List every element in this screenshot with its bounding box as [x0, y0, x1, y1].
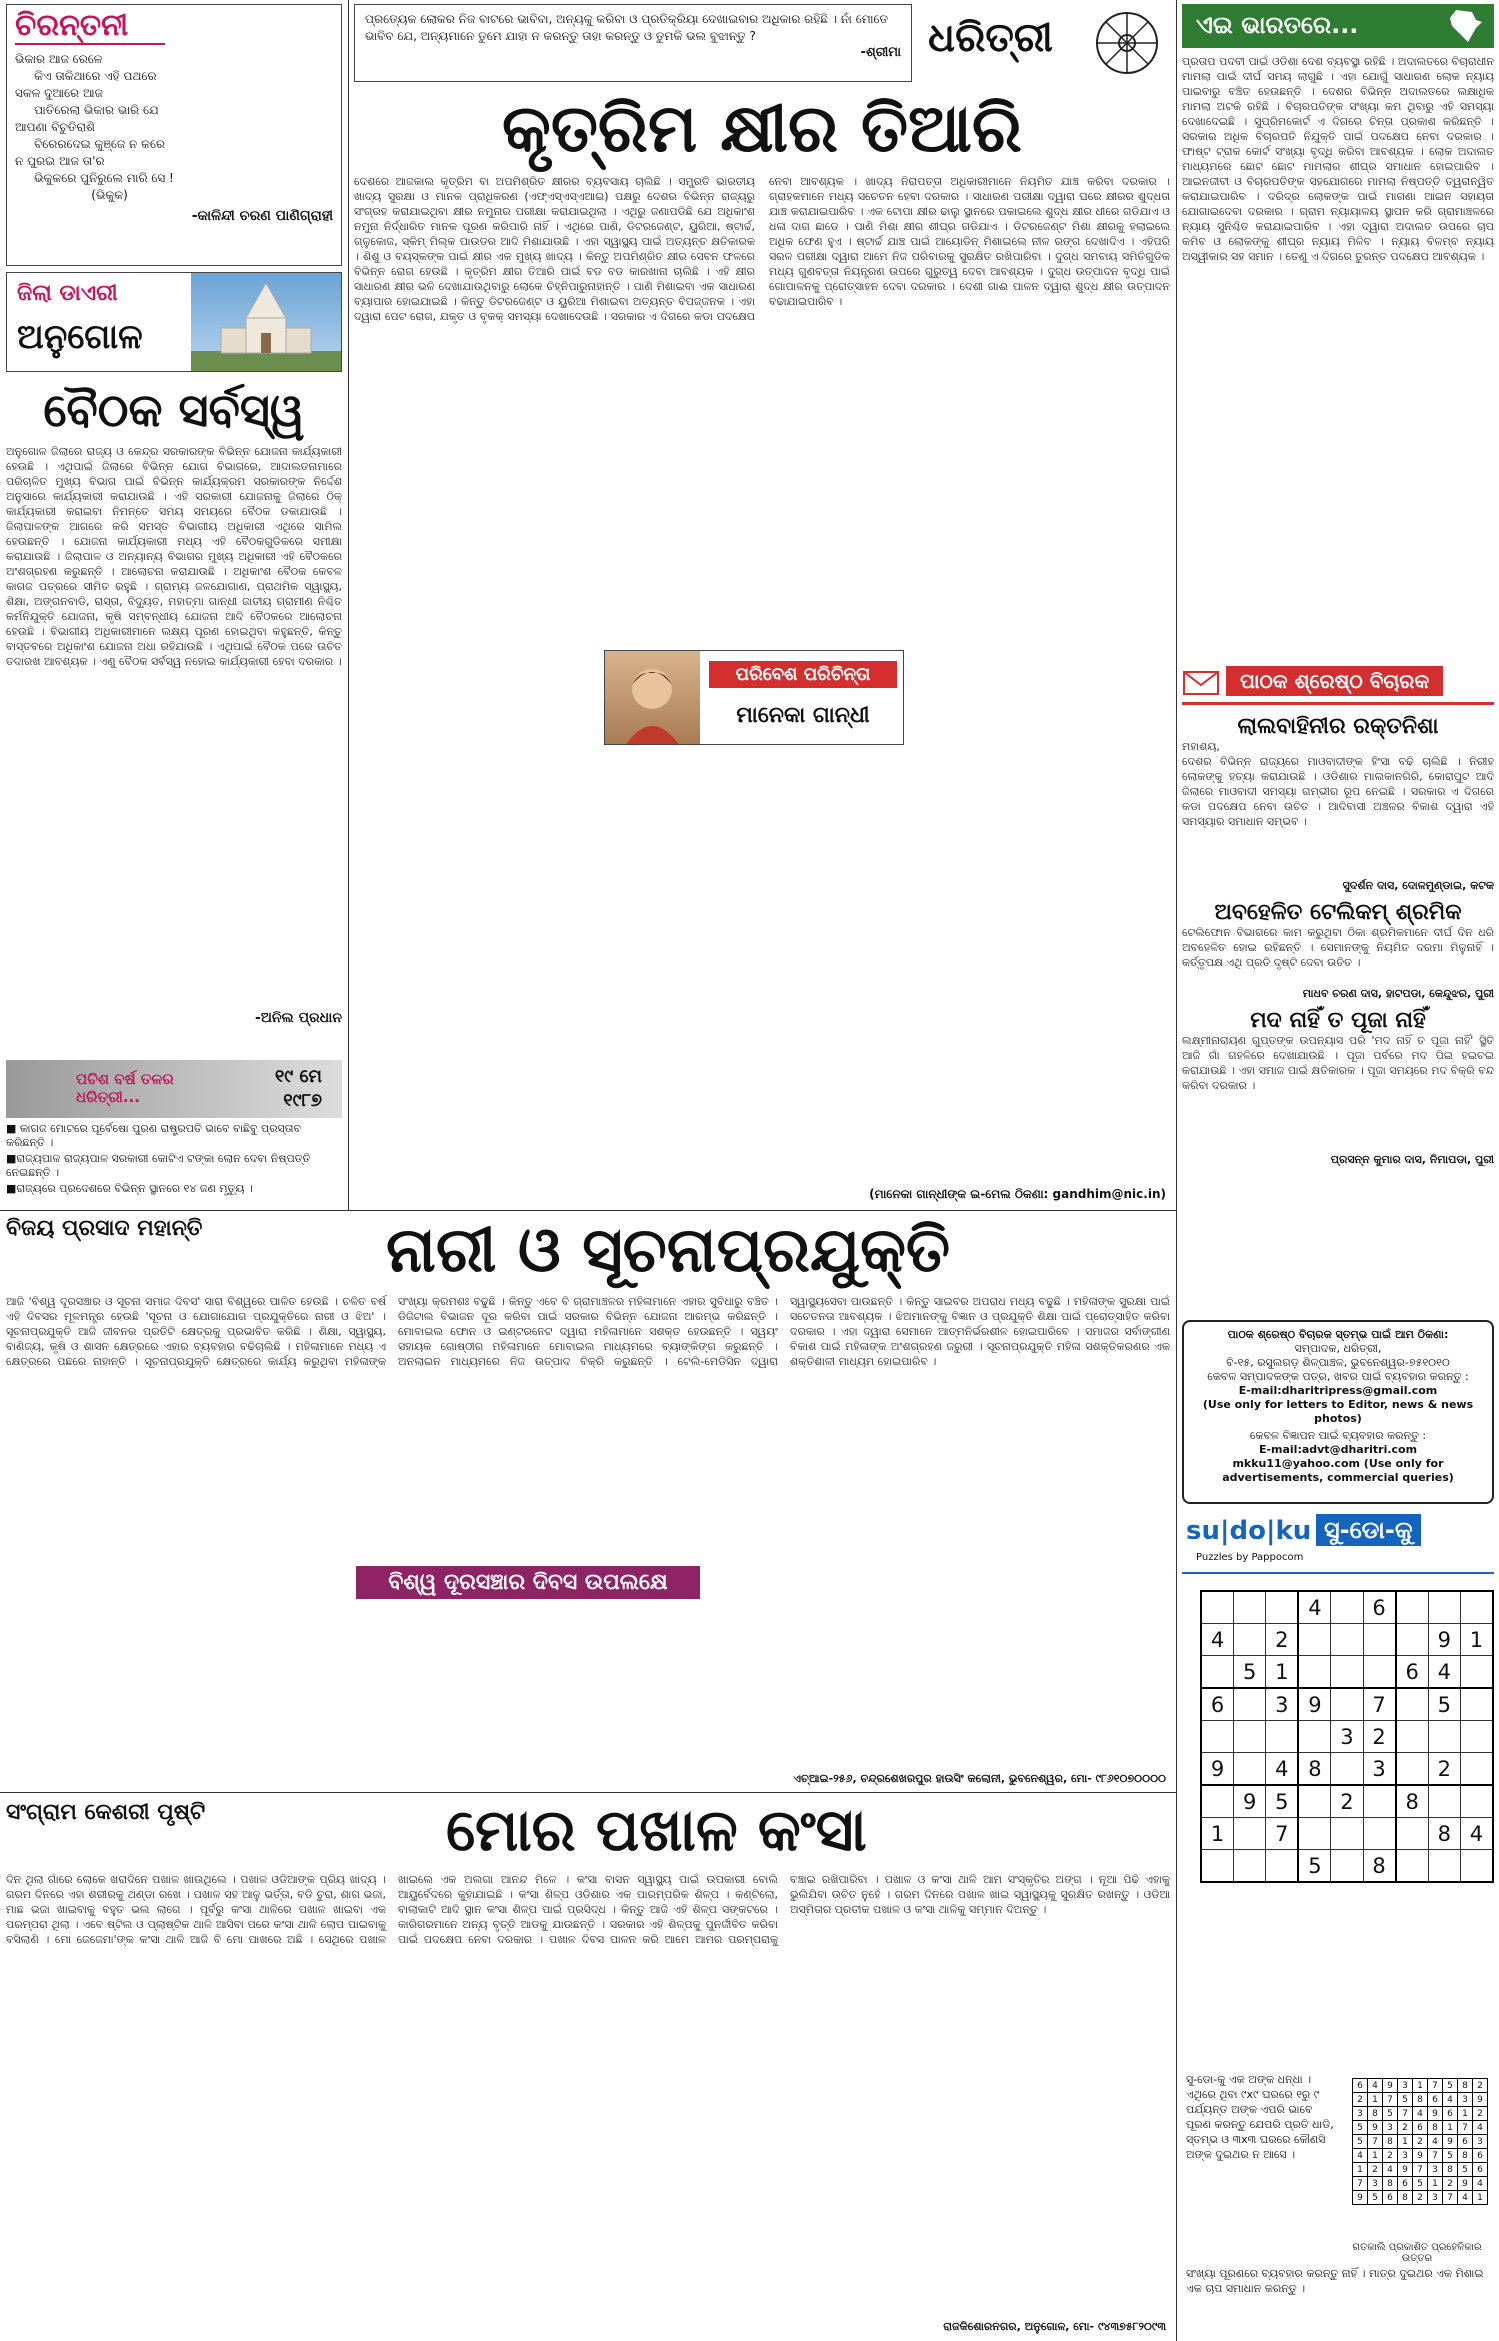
parivesh-box	[604, 650, 904, 745]
answer-cell: 1	[1353, 2163, 1368, 2177]
sudoku-header	[1182, 1512, 1494, 1574]
answer-cell: 4	[1458, 2191, 1473, 2205]
pathaka-banner	[1182, 664, 1494, 705]
sudoku-cell: 2	[1363, 1721, 1396, 1753]
pachisha-title: ପଚିଶ ବର୍ଷ ତଳର ଧରିତ୍ରୀ...	[76, 1070, 174, 1106]
answer-cell: 2	[1413, 2135, 1428, 2149]
sudoku-cell: 4	[1266, 1753, 1299, 1786]
pathaka-box	[1182, 664, 1494, 1316]
answer-cell: 1	[1428, 2177, 1443, 2191]
sudoku-cell[interactable]	[1201, 1721, 1234, 1753]
sudoku-cell: 5	[1428, 1688, 1460, 1721]
sudoku-cell[interactable]	[1298, 1785, 1331, 1818]
answer-cell: 5	[1368, 2191, 1383, 2205]
sudoku-cell[interactable]	[1331, 1688, 1363, 1721]
sudoku-cell[interactable]	[1234, 1753, 1266, 1786]
answer-row	[1353, 2079, 1488, 2093]
sudoku-cell: 3	[1331, 1721, 1363, 1753]
sudoku-cell: 9	[1298, 1688, 1331, 1721]
sudoku-cell[interactable]	[1460, 1656, 1493, 1689]
kritrima-article	[354, 88, 1170, 1206]
answer-cell: 8	[1428, 2121, 1443, 2135]
answer-cell: 8	[1383, 2177, 1398, 2191]
bharat-box	[1182, 4, 1494, 658]
answer-cell: 7	[1443, 2191, 1458, 2205]
sudoku-logo-or: ସୁ-ଡୋ-କୁ	[1316, 1514, 1421, 1546]
answer-cell: 6	[1473, 2163, 1488, 2177]
chirantani-title: ଚିରନ୍ତନୀ	[15, 9, 165, 45]
sudoku-cell[interactable]	[1396, 1850, 1429, 1883]
baithak-article	[6, 382, 342, 1054]
sudoku-cell[interactable]	[1363, 1656, 1396, 1689]
sudoku-row	[1201, 1624, 1493, 1656]
answer-cell: 3	[1368, 2177, 1383, 2191]
answer-cell: 6	[1443, 2107, 1458, 2121]
temple-photo	[191, 273, 341, 372]
masthead	[918, 4, 1170, 82]
parivesh-label: ପରିବେଶ ପରିଚିନ୍ତା	[709, 661, 897, 688]
answer-cell: 5	[1353, 2135, 1368, 2149]
sudoku-cell[interactable]	[1298, 1656, 1331, 1689]
answer-cell: 5	[1443, 2079, 1458, 2093]
sudoku-cell[interactable]	[1396, 1818, 1429, 1850]
sudoku-grid[interactable]	[1200, 1590, 1494, 1883]
answer-cell: 9	[1428, 2107, 1443, 2121]
kritrima-email: (ମାନେକା ଗାନ୍ଧୀଙ୍କ ଇ-ମେଲ ଠିକଣା: gandhim@nic.in)	[869, 1187, 1166, 1201]
sudoku-row	[1201, 1785, 1493, 1818]
sudoku-cell: 4	[1428, 1656, 1460, 1689]
column-rule	[1176, 0, 1177, 2341]
sudoku-cell[interactable]	[1234, 1624, 1266, 1656]
answer-cell: 4	[1443, 2093, 1458, 2107]
chirantani-author: -କାଳିନ୍ଦୀ ଚରଣ ପାଣିଗ୍ରାହୀ	[191, 208, 333, 224]
sudoku-cell[interactable]	[1298, 1721, 1331, 1753]
sangram-author: ସଂଗ୍ରାମ କେଶରୀ ପୃଷ୍ଟି	[6, 1800, 206, 1825]
answer-cell: 2	[1383, 2149, 1398, 2163]
sudoku-footer: ସଂଖ୍ୟା ପୂରଣରେ ବ୍ୟବହାର କରନ୍ତୁ ନାହିଁ । ମାତ୍ର ଦୁଇଥର ଏକ ମିଶାଇ ଏକ ଚାପ ସମାଧାନ କରନ୍ତୁ ।	[1186, 2267, 1484, 2295]
answer-cell: 8	[1413, 2093, 1428, 2107]
sudoku-logo-en: su|do|ku	[1186, 1516, 1312, 1546]
chirantani-poem: ଭିକାର ଆଜ ରେଳେ କିଏ ତାକିଥାରେ ଏହି ପଥରେ ସକଳ ଦୁଆରେ ଆଜ ପାତିରେଲା ଭିକାର ଭାରି ଯେ ଆପଣା ବିଚୁତିରାଶି ବିରେରଦେଇ କୁଞ୍ଜେ ନ କରେ ନ ପୁରଇ ଆଜ ତା'ର ଭିକୁକରେ ପୁନିରୁଲେ ମାରି ସେ ! (ଭିକୁକ)	[15, 52, 174, 202]
sudoku-answer-grid	[1352, 2078, 1488, 2205]
answer-cell: 4	[1473, 2121, 1488, 2135]
answer-cell: 7	[1383, 2093, 1398, 2107]
answer-cell: 7	[1428, 2149, 1443, 2163]
sudoku-cell[interactable]	[1460, 1753, 1493, 1786]
answer-row	[1353, 2121, 1488, 2135]
sudoku-cell: 3	[1363, 1753, 1396, 1786]
answer-cell: 7	[1398, 2107, 1413, 2121]
answer-cell: 7	[1353, 2177, 1368, 2191]
sudoku-cell[interactable]	[1396, 1624, 1429, 1656]
answer-row	[1353, 2191, 1488, 2205]
pachisha-item: ■ରାଜ୍ୟରେ ପ୍ରଦେଶରେ ବିଭିନ୍ନ ସ୍ଥାନରେ ୧୪ ଜଣ ମୃତ୍ୟୁ ।	[6, 1182, 253, 1195]
address-note: (Use only for letters to Editor, news & news photos)	[1202, 1398, 1474, 1425]
letter2-sign: ମାଧବ ଚରଣ ଦାସ, ହାଟପଡା, କେନ୍ଦୁଝର, ପୁରୀ	[1302, 987, 1494, 1000]
letter3-title: ମଦ ନାହିଁ ତ ପୂଜା ନାହିଁ	[1250, 1007, 1426, 1033]
adv-email[interactable]: E-mail:advt@dharitri.com	[1258, 1443, 1418, 1456]
kritrima-body: ଦେଶରେ ଆଜକାଲ କୃତ୍ରିମ ବା ଅପମିଶ୍ରିତ କ୍ଷୀରର ବ୍ୟବସାୟ ଚାଲିଛି । ସମ୍ପ୍ରତି ଭାରତୀୟ ଖାଦ୍ୟ ସୁରକ୍ଷା ଓ ମାନକ ପ୍ରାଧିକରଣ (ଏଫ୍ଏସ୍ଏସ୍ଏଆଇ) ପକ୍ଷରୁ ଦେଶର ବିଭିନ୍ନ ରାଜ୍ୟରୁ ସଂଗ୍ରହ କରାଯାଇଥିବା କ୍ଷୀର ନମୁନାର ପରୀକ୍ଷା କରାଯାଇଥିଲା । ଏଥିରୁ ଜଣାପଡିଛି ଯେ ଅଧିକାଂଶ ନମୁନା ନିର୍ଦ୍ଧାରିତ ମାନକ ପୂରଣ କରିପାରି ନାହିଁ । ଏଥିରେ ପାଣି, ଡିଟରଜେଣ୍ଟ, ୟୁରିଆ, ଷ୍ଟାର୍ଚ୍ଚ, ଗ୍ଳୁକୋଜ, ସ୍କିମ୍ ମିଲ୍କ ପାଉଡର ଆଦି ମିଶାଯାଉଛି । ଏହା ସ୍ୱାସ୍ଥ୍ୟ ପାଇଁ ଅତ୍ୟନ୍ତ କ୍ଷତିକାରକ । ଶିଶୁ ଓ ବୟସ୍କଙ୍କ ପାଇଁ କ୍ଷୀର ଏକ ମୁଖ୍ୟ ଖାଦ୍ୟ । କିନ୍ତୁ ଅପମିଶ୍ରିତ କ୍ଷୀର ସେବନ ଫଳରେ ବିଭିନ୍ନ ରୋଗ ହେଉଛି । କୃତ୍ରିମ କ୍ଷୀର ତିଆରି ପାଇଁ ବଡ ବଡ କାରଖାନା ଚାଲିଛି । ଏହି କ୍ଷୀର ସାଧାରଣ କ୍ଷୀର ଭଳି ଦେଖାଯାଉଥିବାରୁ ଲୋକେ ଚିହ୍ନିପାରୁନାହାନ୍ତି । ପାଣି ମିଶାଇବା ଏକ ସାଧାରଣ ବ୍ୟାପାର ହୋଇଯାଇଛି । କିନ୍ତୁ ଡିଟରଜେଣ୍ଟ ଓ ୟୁରିଆ ମିଶାଇବା ଅତ୍ୟନ୍ତ ବିପଜ୍ଜନକ । ଏହା ଦ୍ୱାରା ପେଟ ରୋଗ, ଯକୃତ ଓ ବୃକକ୍ ସମସ୍ୟା ଦେଖାଦେଉଛି । ସରକାର ଏ ଦିଗରେ କଡା ପଦକ୍ଷେପ ନେବା ଆବଶ୍ୟକ । ଖାଦ୍ୟ ନିରାପତ୍ତା ଅଧିକାରୀମାନେ ନିୟମିତ ଯାଞ୍ଚ କରିବା ଦରକାର । ଗ୍ରାହକମାନେ ମଧ୍ୟ ସଚେତନ ହେବା ଦରକାର । ସାଧାରଣ ପରୀକ୍ଷା ଦ୍ୱାରା ଘରେ କ୍ଷୀରର ଶୁଦ୍ଧତା ଯାଞ୍ଚ କରାଯାଇପାରିବ । ଏକ ଟୋପା କ୍ଷୀର ଢାଲୁ ସ୍ଥାନରେ ପକାଇଲେ ଶୁଦ୍ଧ କ୍ଷୀର ଧୀରେ ଗଡିଯାଏ ଓ ଧଳା ଦାଗ ଛାଡେ । ପାଣି ମିଶା କ୍ଷୀର ଶୀଘ୍ର ଗଡିଯାଏ । ଡିଟରଜେଣ୍ଟ ମିଶା କ୍ଷୀରକୁ ହଲାଇଲେ ଅଧିକ ଫେଣ ହୁଏ । ଷ୍ଟାର୍ଚ୍ଚ ଯାଞ୍ଚ ପାଇଁ ଆୟୋଡିନ୍ ମିଶାଇଲେ ନୀଳ ରଙ୍ଗ ଦେଖାଦିଏ । ଏହିପରି ସରଳ ପରୀକ୍ଷା ଦ୍ୱାରା ଆମେ ନିଜ ପରିବାରକୁ ସୁରକ୍ଷିତ ରଖିପାରିବା । ଦୁଗ୍ଧ ସମବାୟ ସମିତିଗୁଡିକ ମଧ୍ୟ ଗୁଣବତ୍ତା ନିୟନ୍ତ୍ରଣ ଉପରେ ଗୁରୁତ୍ୱ ଦେବା ଆବଶ୍ୟକ । ଦୁଗ୍ଧ ଉତ୍ପାଦନ ବୃଦ୍ଧି ପାଇଁ ଗୋପାଳନକୁ ପ୍ରୋତ୍ସାହନ ଦେବା ଦରକାର । ଦେଶୀ ଗାଈ ପାଳନ ଦ୍ୱାରା ଶୁଦ୍ଧ କ୍ଷୀର ଉତ୍ପାଦନ ବଢାଯାଇପାରିବ ।	[354, 175, 1170, 323]
sudoku-cell[interactable]	[1363, 1818, 1396, 1850]
sudoku-cell: 5	[1266, 1785, 1299, 1818]
nari-subhead: ବିଶ୍ୱ ଦୂରସଞ୍ଚାର ଦିବସ ଉପଲକ୍ଷେ	[356, 1566, 700, 1599]
sudoku-row	[1201, 1753, 1493, 1786]
sudoku-row	[1201, 1591, 1493, 1624]
sudoku-cell[interactable]	[1331, 1850, 1363, 1883]
adv-label: କେବଳ ବିଜ୍ଞାପନ ପାଇଁ ବ୍ୟବହାର କରନ୍ତୁ :	[1249, 1429, 1427, 1442]
pakhala-address: ରାଜକିଶୋରନଗର, ଅନୁଗୋଳ, ମୋ- ୯୪୩୭୫୮୨୦୯୩	[943, 2320, 1166, 2333]
sudoku-cell[interactable]	[1396, 1721, 1429, 1753]
sudoku-cell[interactable]	[1201, 1785, 1234, 1818]
baithak-byline: -ଅନିଲ ପ୍ରଧାନ	[255, 1010, 342, 1026]
answer-cell: 7	[1413, 2163, 1428, 2177]
pachisha-item: ■ରାଜ୍ୟପାଳ ରାଜ୍ୟପାଳ ସରକାରୀ କୋଟିଏ ଟଙ୍କା ଲୋନ ଦେବା ନିଷ୍ପତ୍ତି ନେଇଛନ୍ତି ।	[6, 1152, 311, 1179]
answer-cell: 1	[1443, 2121, 1458, 2135]
answer-cell: 9	[1458, 2177, 1473, 2191]
sudoku-cell[interactable]	[1428, 1785, 1460, 1818]
bharat-body: ପ୍ରତାପ ପଦବୀ ପାଇଁ ଓଡିଶା ଦେଶ ବ୍ୟବସ୍ଥା ରହିଛି । ଅଦାଲତରେ ବିଚାରାଧୀନ ମାମଲା ପାଇଁ ଦୀର୍ଘ ସମୟ ଲାଗୁଛି । ଏହା ଯୋଗୁଁ ସାଧାରଣ ଲୋକ ନ୍ୟାୟ ପାଇବାରୁ ବଞ୍ଚିତ ହେଉଛନ୍ତି । ଦେଶର ବିଭିନ୍ନ ଅଦାଲତରେ ଲକ୍ଷାଧିକ ମାମଲା ଅଟକି ରହିଛି । ବିଚାରପତିଙ୍କ ସଂଖ୍ୟା କମ ଥିବାରୁ ଏହି ସମସ୍ୟା ଦେଖାଦେଇଛି । ସୁପ୍ରିମକୋର୍ଟ ଏ ଦିଗରେ ଚିନ୍ତା ପ୍ରକାଶ କରିଛନ୍ତି । ସରକାର ଅଧିକ ବିଚାରପତି ନିଯୁକ୍ତି ପାଇଁ ପଦକ୍ଷେପ ନେବା ଦରକାର । ଫାଷ୍ଟ ଟ୍ରାକ କୋର୍ଟ ସଂଖ୍ୟା ବୃଦ୍ଧି କରିବା ଆବଶ୍ୟକ । ଲୋକ ଅଦାଲତ ମାଧ୍ୟମରେ ଛୋଟ ଛୋଟ ମାମଲାର ଶୀଘ୍ର ସମାଧାନ ହୋଇପାରିବ । ଆଇନଜୀବୀ ଓ ବିଚାରପତିଙ୍କ ସହଯୋଗରେ ମାମଲା ନିଷ୍ପତ୍ତି ତ୍ୱରାନ୍ୱିତ କରାଯାଇପାରିବ । ଦରିଦ୍ର ଲୋକଙ୍କ ପାଇଁ ମାଗଣା ଆଇନ ସହାୟତା ଯୋଗାଇଦେବା ଦରକାର । ଗ୍ରାମ ନ୍ୟାୟାଳୟ ସ୍ଥାପନ କରି ଗ୍ରାମାଞ୍ଚଳରେ ନ୍ୟାୟ ସୁନିଶ୍ଚିତ କରାଯାଇପାରିବ । ଏହା ଦ୍ୱାରା ଅଦାଲତ ଉପରେ ଚାପ କମିବ ଓ ଲୋକଙ୍କୁ ଶୀଘ୍ର ନ୍ୟାୟ ମିଳିବ । ନ୍ୟାୟ ବିଳମ୍ବ ନ୍ୟାୟ ଅସ୍ୱୀକାର ସହ ସମାନ । ତେଣୁ ଏ ଦିଗରେ ତୁରନ୍ତ ପଦକ୍ଷେପ ଆବଶ୍ୟକ ।	[1182, 55, 1494, 263]
nari-address: ଏଚ୍ଆଇ-୨୫୬, ଚନ୍ଦ୍ରଶେଖରପୁର ହାଉସିଂ କଲୋନୀ, ଭୁବନେଶ୍ୱର, ମୋ- ୯୮୬୧୦୭୦୦୦୦	[793, 1772, 1166, 1785]
nari-article	[6, 1214, 1170, 1788]
answer-cell: 4	[1473, 2177, 1488, 2191]
address-email-label: କେବଳ ସମ୍ପାଦକଙ୍କ ପତ୍ର, ଖବର ପାଇଁ ବ୍ୟବହାର କରନ୍ତୁ :	[1207, 1370, 1469, 1383]
sudoku-cell[interactable]	[1428, 1721, 1460, 1753]
answer-cell: 3	[1398, 2079, 1413, 2093]
pachisha-banner	[6, 1060, 342, 1118]
sudoku-cell: 7	[1363, 1688, 1396, 1721]
pachisha-date-day: ୧୯ ମେ	[274, 1066, 322, 1087]
answer-cell: 2	[1473, 2107, 1488, 2121]
answer-cell: 9	[1413, 2149, 1428, 2163]
bharat-title: ଏଇ ଭାରତରେ...	[1196, 11, 1359, 39]
answer-cell: 4	[1353, 2149, 1368, 2163]
letter3-body: ଲକ୍ଷ୍ମୀନାରାୟଣ ଗୁପ୍ତଙ୍କ ଉପନ୍ୟାସ ପରି 'ମଦ ନାହିଁ ତ ପୂଜା ନାହିଁ' ସ୍ଥିତି ଆଜି ଗାଁ ଗହଳିରେ ଦେଖାଯାଉଛି । ପୂଜା ପର୍ବରେ ମଦ ପିଇ ହଇଚଇ କରାଯାଉଛି । ଏହା ସମାଜ ପାଇଁ କ୍ଷତିକାରକ । ପୂଜା ସମୟରେ ମଦ ବିକ୍ରି ବନ୍ଦ କରିବା ଦରକାର ।	[1182, 1034, 1494, 1092]
nari-body: ଆଜି 'ବିଶ୍ୱ ଦୂରସଞ୍ଚାର ଓ ସୂଚନା ସମାଜ ଦିବସ' ସାରା ବିଶ୍ୱରେ ପାଳିତ ହେଉଛି । ଚଳିତ ବର୍ଷ ଏହି ଦିବସର ମୂଳମନ୍ତ୍ର ହେଉଛି 'ସୂଚନା ଓ ଯୋଗାଯୋଗ ପ୍ରଯୁକ୍ତିରେ ନାରୀ ଓ ଝିଅ' । ସୂଚନାପ୍ରଯୁକ୍ତି ଆଜି ଜୀବନର ପ୍ରତିଟି କ୍ଷେତ୍ରକୁ ପ୍ରଭାବିତ କରିଛି । ଶିକ୍ଷା, ସ୍ୱାସ୍ଥ୍ୟ, ବାଣିଜ୍ୟ, କୃଷି ଓ ଶାସନ କ୍ଷେତ୍ରରେ ଏହାର ବ୍ୟବହାର ବଢିଚାଲିଛି । ମହିଳାମାନେ ମଧ୍ୟ ଏ କ୍ଷେତ୍ରରେ ପଛରେ ନାହାନ୍ତି । ସୂଚନାପ୍ରଯୁକ୍ତି କ୍ଷେତ୍ରରେ କାର୍ଯ୍ୟ କରୁଥିବା ମହିଳାଙ୍କ ସଂଖ୍ୟା କ୍ରମଶଃ ବଢୁଛି । କିନ୍ତୁ ଏବେ ବି ଗ୍ରାମାଞ୍ଚଳର ମହିଳାମାନେ ଏହାର ସୁବିଧାରୁ ବଞ୍ଚିତ । ଡିଜିଟାଲ ବିଭାଜନ ଦୂର କରିବା ପାଇଁ ସରକାର ବିଭିନ୍ନ ଯୋଜନା ଆରମ୍ଭ କରିଛନ୍ତି । ମୋବାଇଲ ଫୋନ ଓ ଇଣ୍ଟରନେଟ ଦ୍ୱାରା ମହିଳାମାନେ ସଶକ୍ତ ହେଉଛନ୍ତି । ସ୍ୱୟଂ ସହାୟକ ଗୋଷ୍ଠୀର ମହିଳାମାନେ ମୋବାଇଲ ମାଧ୍ୟମରେ ବ୍ୟାଙ୍କିଙ୍ଗ କରୁଛନ୍ତି । ଅନଲାଇନ ମାଧ୍ୟମରେ ନିଜ ଉତ୍ପାଦ ବିକ୍ରି କରୁଛନ୍ତି । ଟେଲି-ମେଡିସିନ ଦ୍ୱାରା ସ୍ୱାସ୍ଥ୍ୟସେବା ପାଉଛନ୍ତି । କିନ୍ତୁ ସାଇବର ଅପରାଧ ମଧ୍ୟ ବଢୁଛି । ମହିଳାଙ୍କ ସୁରକ୍ଷା ପାଇଁ ସଚେତନତା ଆବଶ୍ୟକ । ଝିଅମାନଙ୍କୁ ବିଜ୍ଞାନ ଓ ପ୍ରଯୁକ୍ତି ଶିକ୍ଷା ପାଇଁ ପ୍ରୋତ୍ସାହିତ କରିବା ଦରକାର । ଏହା ଦ୍ୱାରା ସେମାନେ ଆତ୍ମନିର୍ଭରଶୀଳ ହୋଇପାରିବେ । ସମାଜର ସର୍ବାଙ୍ଗୀଣ ବିକାଶ ପାଇଁ ମହିଳାଙ୍କ ଅଂଶଗ୍ରହଣ ଜରୁରୀ । ସୂଚନାପ୍ରଯୁକ୍ତି ମହିଳା ସଶକ୍ତିକରଣର ଏକ ଶକ୍ତିଶାଳୀ ମାଧ୍ୟମ ହୋଇପାରିବ ।	[6, 1295, 1170, 1368]
sudoku-cell[interactable]	[1298, 1818, 1331, 1850]
bharat-banner	[1182, 4, 1494, 48]
answer-cell: 8	[1458, 2079, 1473, 2093]
sudoku-cell[interactable]	[1428, 1591, 1460, 1624]
answer-row	[1353, 2149, 1488, 2163]
quote-text: ପ୍ରତ୍ୟେକ ଲୋକର ନିଜ ବାଟରେ ଭାବିବା, ଅନ୍ୟକୁ କରିବା ଓ ପ୍ରତିକ୍ରିୟା ଦେଖାଇବାର ଅଧିକାର ରହିଛି । ନାଁ ମୋତେ ଭାବିବ ଯେ, ଅନ୍ୟମାନେ ତୁମେ ଯାହା ନ କରନ୍ତୁ ତାହା କରନ୍ତୁ ଓ ତୁମକି ଭଲ ବୁଝାନ୍ତୁ ?	[365, 12, 889, 43]
pachisha-box	[6, 1060, 342, 1204]
address-lines: ସମ୍ପାଦକ, ଧରିତ୍ରୀ, ବି-୧୫, ରସୁଲଗଡ଼ ଶିଳ୍ପାଞ୍ଚଳ, ଭୁବନେଶ୍ୱର-୭୫୧୦୧୦	[1226, 1342, 1450, 1369]
section-rule	[0, 1792, 1176, 1793]
sudoku-cell[interactable]	[1363, 1624, 1396, 1656]
answer-cell: 1	[1473, 2191, 1488, 2205]
temple-illustration	[191, 273, 341, 372]
answer-cell: 7	[1368, 2135, 1383, 2149]
section-rule	[0, 1210, 1176, 1211]
sudoku-cell: 2	[1428, 1753, 1460, 1786]
answer-row	[1353, 2135, 1488, 2149]
answer-cell: 7	[1428, 2079, 1443, 2093]
sudoku-cell[interactable]	[1331, 1753, 1363, 1786]
author-portrait	[605, 651, 700, 745]
answer-cell: 2	[1473, 2079, 1488, 2093]
sudoku-cell: 8	[1396, 1785, 1429, 1818]
sudoku-row	[1201, 1818, 1493, 1850]
sudoku-cell: 7	[1266, 1818, 1299, 1850]
pakhala-article	[6, 1796, 1170, 2336]
sudoku-cell[interactable]	[1331, 1656, 1363, 1689]
answer-cell: 9	[1353, 2191, 1368, 2205]
sudoku-cell: 3	[1266, 1688, 1299, 1721]
sudoku-cell[interactable]	[1331, 1591, 1363, 1624]
answer-cell: 5	[1383, 2107, 1398, 2121]
sudoku-cell[interactable]	[1396, 1753, 1429, 1786]
india-map-icon	[1446, 8, 1484, 44]
sudoku-cell: 4	[1460, 1818, 1493, 1850]
envelope-icon	[1182, 668, 1222, 698]
answer-cell: 1	[1368, 2093, 1383, 2107]
nari-headline: ନାରୀ ଓ ସୂଚନାପ୍ରଯୁକ୍ତି	[386, 1214, 951, 1286]
letter3-sign: ପ୍ରସନ୍ନ କୁମାର ଦାସ, ନିମାପଡା, ପୁରୀ	[1330, 1153, 1494, 1166]
sudoku-cell[interactable]	[1331, 1818, 1363, 1850]
answer-cell: 6	[1353, 2079, 1368, 2093]
answer-cell: 4	[1368, 2079, 1383, 2093]
answer-cell: 3	[1428, 2163, 1443, 2177]
answer-cell: 2	[1353, 2093, 1368, 2107]
baithak-headline: ବୈଠକ ସର୍ବସ୍ୱ	[43, 383, 305, 437]
zilla-diary-label: ଜିଲା ଡାଏରୀ	[17, 281, 118, 306]
sudoku-cell[interactable]	[1460, 1785, 1493, 1818]
address-box	[1182, 1320, 1494, 1504]
answer-cell: 4	[1413, 2107, 1428, 2121]
answer-cell: 1	[1398, 2135, 1413, 2149]
sudoku-cell: 6	[1201, 1688, 1234, 1721]
answer-cell: 3	[1458, 2093, 1473, 2107]
sudoku-cell: 8	[1298, 1753, 1331, 1786]
answer-cell: 3	[1473, 2135, 1488, 2149]
answer-cell: 5	[1398, 2093, 1413, 2107]
answer-cell: 9	[1368, 2121, 1383, 2135]
letter2-body: ଟେଲିଫୋନ ବିଭାଗରେ କାମ କରୁଥିବା ଠିକା ଶ୍ରମିକମାନେ ଦୀର୍ଘ ଦିନ ଧରି ଅବହେଳିତ ହୋଇ ରହିଛନ୍ତି । ସେମାନଙ୍କୁ ନିୟମିତ ଦରମା ମିଳୁନାହିଁ । କର୍ତ୍ତୃପକ୍ଷ ଏଥି ପ୍ରତି ଦୃଷ୍ଟି ଦେବା ଉଚିତ ।	[1182, 926, 1494, 969]
answer-cell: 6	[1473, 2149, 1488, 2163]
sudoku-cell[interactable]	[1234, 1688, 1266, 1721]
answer-cell: 9	[1443, 2135, 1458, 2149]
sudoku-box	[1182, 1512, 1494, 2332]
pathaka-banner-title: ପାଠକ ଶ୍ରେଷ୍ଠ ବିଚାରକ	[1226, 666, 1443, 696]
sudoku-cell[interactable]	[1460, 1850, 1493, 1883]
answer-cell: 9	[1473, 2093, 1488, 2107]
answer-cell: 9	[1398, 2163, 1413, 2177]
sudoku-cell[interactable]	[1234, 1721, 1266, 1753]
letter2-title: ଅବହେଳିତ ଟେଲିକମ୍ ଶ୍ରମିକ	[1214, 899, 1462, 925]
letter1-body: ମହାଶୟ, ଦେଶର ବିଭିନ୍ନ ରାଜ୍ୟରେ ମାଓବାଦୀଙ୍କ ହିଂସା ବଢି ଚାଲିଛି । ନିରୀହ ଲୋକଙ୍କୁ ହତ୍ୟା କରାଯାଉଛି । ଓଡିଶାର ମାଲକାନଗିରି, କୋରାପୁଟ ଆଦି ଜିଲାରେ ମାଓବାଦୀ ସମସ୍ୟା ଗମ୍ଭୀର ରୂପ ନେଇଛି । ସରକାର ଏ ଦିଗରେ କଡା ପଦକ୍ଷେପ ନେବା ଉଚିତ । ଆଦିବାସୀ ଅଞ୍ଚଳର ବିକାଶ ଦ୍ୱାରା ଏହି ସମସ୍ୟାର ସମାଧାନ ସମ୍ଭବ ।	[1182, 740, 1494, 828]
letter1-title: ଲାଲବାହିନୀର ରକ୍ତନିଶା	[1237, 713, 1439, 739]
sudoku-cell[interactable]	[1266, 1591, 1299, 1624]
sudoku-cell[interactable]	[1460, 1591, 1493, 1624]
answer-cell: 3	[1353, 2107, 1368, 2121]
answer-cell: 1	[1413, 2079, 1428, 2093]
answer-cell: 6	[1428, 2093, 1443, 2107]
sudoku-cell[interactable]	[1363, 1785, 1396, 1818]
answer-cell: 5	[1413, 2177, 1428, 2191]
sudoku-cell[interactable]	[1234, 1591, 1266, 1624]
pakhala-headline: ମୋର ପଖାଳ କଂସା	[446, 1796, 867, 1864]
column-rule	[348, 0, 349, 1210]
chirantani-box	[6, 4, 342, 266]
answer-cell: 8	[1443, 2163, 1458, 2177]
answer-cell: 4	[1428, 2135, 1443, 2149]
vijay-author: ବିଜୟ ପ୍ରସାଦ ମହାନ୍ତି	[6, 1216, 203, 1241]
adv-email2[interactable]: mkku11@yahoo.com (Use only for	[1232, 1457, 1444, 1470]
sudoku-cell: 8	[1363, 1850, 1396, 1883]
wheel-logo-icon	[1094, 10, 1160, 76]
sudoku-cell[interactable]	[1234, 1818, 1266, 1850]
sudoku-cell[interactable]	[1201, 1656, 1234, 1689]
answer-cell: 1	[1458, 2107, 1473, 2121]
sudoku-cell: 6	[1396, 1656, 1429, 1689]
answer-row	[1353, 2093, 1488, 2107]
sudoku-credit: Puzzles by Pappocom	[1196, 1552, 1304, 1563]
kritrima-headline: କୃତ୍ରିମ କ୍ଷୀର ତିଆରି	[502, 89, 1022, 167]
answer-cell: 8	[1398, 2191, 1413, 2205]
sudoku-cell[interactable]	[1266, 1850, 1299, 1883]
pachisha-item: ■ କାଗଜ ମୋଟରେ ପୂର୍ବେଷୋ ପୁରଣ ରାଷ୍ଟ୍ରପତି ଭାବେ ବାଛିବୁ ପ୍ରସ୍ତାବ କରିଛନ୍ତି ।	[6, 1122, 301, 1149]
answer-cell: 8	[1368, 2107, 1383, 2121]
sudoku-cell: 9	[1201, 1753, 1234, 1786]
answer-cell: 2	[1368, 2163, 1383, 2177]
answer-row	[1353, 2177, 1488, 2191]
sudoku-cell: 2	[1266, 1624, 1299, 1656]
answer-cell: 8	[1458, 2149, 1473, 2163]
sudoku-cell: 8	[1428, 1818, 1460, 1850]
sudoku-cell[interactable]	[1201, 1591, 1234, 1624]
answer-cell: 2	[1443, 2177, 1458, 2191]
sudoku-cell: 2	[1331, 1785, 1363, 1818]
sudoku-cell: 1	[1266, 1656, 1299, 1689]
sudoku-cell: 6	[1363, 1591, 1396, 1624]
zilla-district: ଅନୁଗୋଳ	[17, 317, 143, 357]
sudoku-cell[interactable]	[1266, 1721, 1299, 1753]
answer-cell: 3	[1428, 2191, 1443, 2205]
answer-cell: 6	[1398, 2177, 1413, 2191]
address-email[interactable]: E-mail:dharitripress@gmail.com	[1238, 1384, 1438, 1397]
answer-cell: 6	[1458, 2135, 1473, 2149]
sudoku-cell: 5	[1298, 1850, 1331, 1883]
sudoku-row	[1201, 1688, 1493, 1721]
pakhala-body: ଦିନ ଥିଲା ଗାଁରେ ଲୋକେ ଖରାଦିନେ ପଖାଳ ଖାଉଥିଲେ । ପଖାଳ ଓଡିଆଙ୍କ ପ୍ରିୟ ଖାଦ୍ୟ । ଗରମ ଦିନରେ ଏହା ଶରୀରକୁ ଥଣ୍ଡା ରଖେ । ପଖାଳ ସହ ଆଳୁ ଭର୍ତ୍ତା, ବଡି ଚୁରା, ଶାଗ ଭଜା, ମାଛ ଭଜା ଖାଇବାକୁ ବହୁତ ଭଲ ଲାଗେ । ପୂର୍ବରୁ କଂସା ଥାଳିରେ ପଖାଳ ଖାଇବା ଏକ ପରମ୍ପରା ଥିଲା । ଏବେ ଷ୍ଟିଲ ଓ ପ୍ଲାଷ୍ଟିକ ଥାଳି ଆସିବା ପରେ କଂସା ଥାଳି ଲୋପ ପାଇବାକୁ ବସିଲାଣି । ମୋ ଜେଜେମା'ଙ୍କ କଂସା ଥାଳି ଆଜି ବି ମୋ ପାଖରେ ଅଛି । ସେଥିରେ ପଖାଳ ଖାଇଲେ ଏକ ଅଲଗା ଆନନ୍ଦ ମିଳେ । କଂସା ବାସନ ସ୍ୱାସ୍ଥ୍ୟ ପାଇଁ ଉପକାରୀ ବୋଲି ଆୟୁର୍ବେଦରେ କୁହାଯାଇଛି । କଂସା ଶିଳ୍ପ ଓଡିଶାର ଏକ ପାରମ୍ପରିକ ଶିଳ୍ପ । କଣ୍ଟିଲୋ, ବାଲାକାଟି ଆଦି ସ୍ଥାନ କଂସା ଶିଳ୍ପ ପାଇଁ ପ୍ରସିଦ୍ଧ । କିନ୍ତୁ ଆଜି ଏହି ଶିଳ୍ପ ସଙ୍କଟରେ । କାରିଗରମାନେ ଅନ୍ୟ ବୃତ୍ତି ଆଡକୁ ଯାଉଛନ୍ତି । ସରକାର ଏହି ଶିଳ୍ପକୁ ପୁନର୍ଜୀବିତ କରିବା ପାଇଁ ପଦକ୍ଷେପ ନେବା ଦରକାର । ପଖାଳ ଦିବସ ପାଳନ କରି ଆମେ ଆମର ପରମ୍ପରାକୁ ବଞ୍ଚାଇ ରଖିପାରିବା । ପଖାଳ ଓ କଂସା ଥାଳି ଆମ ସଂସ୍କୃତିର ଅଙ୍ଗ । ନୂଆ ପିଢି ଏହାକୁ ଭୁଲିଯିବା ଉଚିତ ନୁହେଁ । ଗରମ ଦିନରେ ପଖାଳ ଖାଇ ସ୍ୱାସ୍ଥ୍ୟକୁ ସୁରକ୍ଷିତ ରଖନ୍ତୁ । ଓଡିଆ ଅସ୍ମିତାର ପ୍ରତୀକ ପଖାଳ ଓ କଂସା ଥାଳିକୁ ସମ୍ମାନ ଦିଅନ୍ତୁ ।	[6, 1873, 1170, 1946]
parivesh-author: ମାନେକା ଗାନ୍ଧୀ	[736, 703, 870, 728]
sudoku-cell: 4	[1298, 1591, 1331, 1624]
pachisha-date-year: ୧୯୮୭	[283, 1090, 322, 1111]
sudoku-cell[interactable]	[1460, 1721, 1493, 1753]
answer-cell: 5	[1353, 2121, 1368, 2135]
answer-cell: 3	[1398, 2149, 1413, 2163]
sudoku-cell: 4	[1201, 1624, 1234, 1656]
sudoku-cell[interactable]	[1460, 1688, 1493, 1721]
answer-cell: 4	[1383, 2163, 1398, 2177]
author-photo	[605, 651, 700, 745]
baithak-body: ଅନୁଗୋଳ ଜିଲାରେ ରାଜ୍ୟ ଓ କେନ୍ଦ୍ର ସରକାରଙ୍କ ବିଭିନ୍ନ ଯୋଜନା କାର୍ଯ୍ୟକାରୀ ହେଉଛି । ଏଥିପାଇଁ ଜିଲାରେ ବିଭିନ୍ନ ଯୋଗ ବିଭାଗରେ, ଆଦାଲତନାମାରେ ପରିଚାଳିତ ମୁଖ୍ୟ ବିଭାଗ ପାଇଁ ବିଭିନ୍ନ କାର୍ଯ୍ୟକ୍ରମ ସରକାରଙ୍କ ନିର୍ଦ୍ଦେଶ ଅନୁସାରେ କାର୍ଯ୍ୟକାରୀ କରାଯାଉଛି । ଏହି ସରକାରୀ ଯୋଜନାକୁ ଜିଲାରେ ଠିକ୍ କାର୍ଯ୍ୟକାରୀ କରାଇବା ନିମନ୍ତେ ସମୟ ସମୟରେ ବୈଠକ ଡକାଯାଉଛି । ଜିଲାପାଳଙ୍କ ଆଗରେ କରି ସମସ୍ତ ବିଭାଗୀୟ ଅଧିକାରୀ ଏଥିରେ ସାମିଲ ହେଉଛନ୍ତି । ଯୋଜନା କାର୍ଯ୍ୟକାରୀ ମଧ୍ୟ ଏହି ବୈଠକଗୁଡିକରେ ସମୀକ୍ଷା କରାଯାଉଛି । ଜିଲାପାଳ ଓ ଅନ୍ୟାନ୍ୟ ବିଭାଗର ମୁଖ୍ୟ ଅଧିକାରୀ ଏହି ବୈଠକରେ ଅଂଶଗ୍ରହଣ କରୁଛନ୍ତି । ଆଲୋଚନା କରାଯାଉଛି । ଅଧିକାଂଶ ବୈଠକ କେବଳ କାଗଜ ପତ୍ରରେ ସୀମିତ ରହୁଛି । ଗ୍ରାମ୍ୟ ଜଳଯୋଗାଣ, ପ୍ରାଥମିକ ସ୍ୱାସ୍ଥ୍ୟ, ଶିକ୍ଷା, ଅଙ୍ଗନବାଡି, ରାସ୍ତା, ବିଦ୍ୟୁତ, ମହାତ୍ମା ଗାନ୍ଧୀ ଜାତୀୟ ଗ୍ରାମୀଣ ନିଶ୍ଚିତ କର୍ମନିଯୁକ୍ତି ଯୋଜନା, କୃଷି ସମ୍ବନ୍ଧୀୟ ଯୋଜନା ଆଦି ବୈଠକରେ ଆଲୋଚନା ହେଉଛି । ବିଭାଗୀୟ ଅଧିକାରୀମାନେ ଲକ୍ଷ୍ୟ ପୂରଣ ହୋଇଥିବା କହୁଛନ୍ତି, କିନ୍ତୁ ବାସ୍ତବରେ ଅଧିକାଂଶ ଯୋଜନା ଅଧା ରହିଯାଉଛି । ଏଥିପାଇଁ ବୈଠକ ପରେ ଉଚିତ ତଦାରଖ ଆବଶ୍ୟକ । ଏଣୁ ବୈଠକ ସର୍ବସ୍ୱ ନହୋଇ କାର୍ଯ୍ୟକାରୀ ହେବା ଦରକାର ।	[6, 445, 342, 668]
sudoku-answer-caption: ଗତକାଲି ପ୍ରକାଶିତ ପ୍ରହେଳିକାର ଉତ୍ତର	[1352, 2242, 1482, 2264]
sudoku-cell[interactable]	[1331, 1624, 1363, 1656]
letter1-sign: ସୁଦର୍ଶନ ଦାସ, ଦୋଳମୁଣ୍ଡାଇ, କଟକ	[1342, 879, 1494, 892]
sudoku-rules: ସୁ-ଡୋ-କୁ ଏକ ଅଙ୍କ ଧନ୍ଧା । ଏଥିରେ ଥିବା ୯x୯ ଘରରେ ୧ରୁ ୯ ପର୍ଯ୍ୟନ୍ତ ଅଙ୍କ ଏପରି ଭାବେ ପୂରଣ କରନ୍ତୁ ଯେପରି ପ୍ରତି ଧାଡି, ସ୍ତମ୍ଭ ଓ ୩x୩ ଘରରେ କୌଣସି ଅଙ୍କ ଦୁଇଥର ନ ଆସେ ।	[1186, 2073, 1334, 2161]
sudoku-row	[1201, 1656, 1493, 1689]
sudoku-cell: 1	[1201, 1818, 1234, 1850]
sudoku-cell[interactable]	[1298, 1624, 1331, 1656]
answer-row	[1353, 2107, 1488, 2121]
answer-cell: 5	[1443, 2149, 1458, 2163]
sudoku-cell[interactable]	[1396, 1591, 1429, 1624]
answer-cell: 2	[1398, 2121, 1413, 2135]
quote-box	[354, 4, 912, 82]
sudoku-cell[interactable]	[1396, 1688, 1429, 1721]
answer-cell: 3	[1383, 2121, 1398, 2135]
answer-cell: 9	[1383, 2079, 1398, 2093]
answer-cell: 8	[1383, 2135, 1398, 2149]
answer-row	[1353, 2163, 1488, 2177]
answer-cell: 7	[1458, 2121, 1473, 2135]
sudoku-cell: 9	[1234, 1785, 1266, 1818]
quote-author: -ଶ୍ରୀମା	[860, 45, 901, 60]
sudoku-cell: 9	[1428, 1624, 1460, 1656]
answer-cell: 6	[1383, 2191, 1398, 2205]
answer-cell: 1	[1368, 2149, 1383, 2163]
sudoku-cell: 5	[1234, 1656, 1266, 1689]
sudoku-cell[interactable]	[1234, 1850, 1266, 1883]
sudoku-row	[1201, 1721, 1493, 1753]
answer-cell: 6	[1413, 2121, 1428, 2135]
answer-cell: 2	[1413, 2191, 1428, 2205]
adv-note: advertisements, commercial queries)	[1222, 1471, 1454, 1484]
masthead-name: ଧରିତ୍ରୀ	[928, 14, 1053, 61]
answer-cell: 5	[1458, 2163, 1473, 2177]
sudoku-cell[interactable]	[1201, 1850, 1234, 1883]
sudoku-cell: 1	[1460, 1624, 1493, 1656]
address-title: ପାଠକ ଶ୍ରେଷ୍ଠ ବିଚାରକ ସ୍ତମ୍ଭ ପାଇଁ ଆମ ଠିକଣା:	[1227, 1328, 1449, 1341]
zilla-diary-box	[6, 272, 342, 372]
sudoku-cell[interactable]	[1428, 1850, 1460, 1883]
sudoku-row	[1201, 1850, 1493, 1883]
